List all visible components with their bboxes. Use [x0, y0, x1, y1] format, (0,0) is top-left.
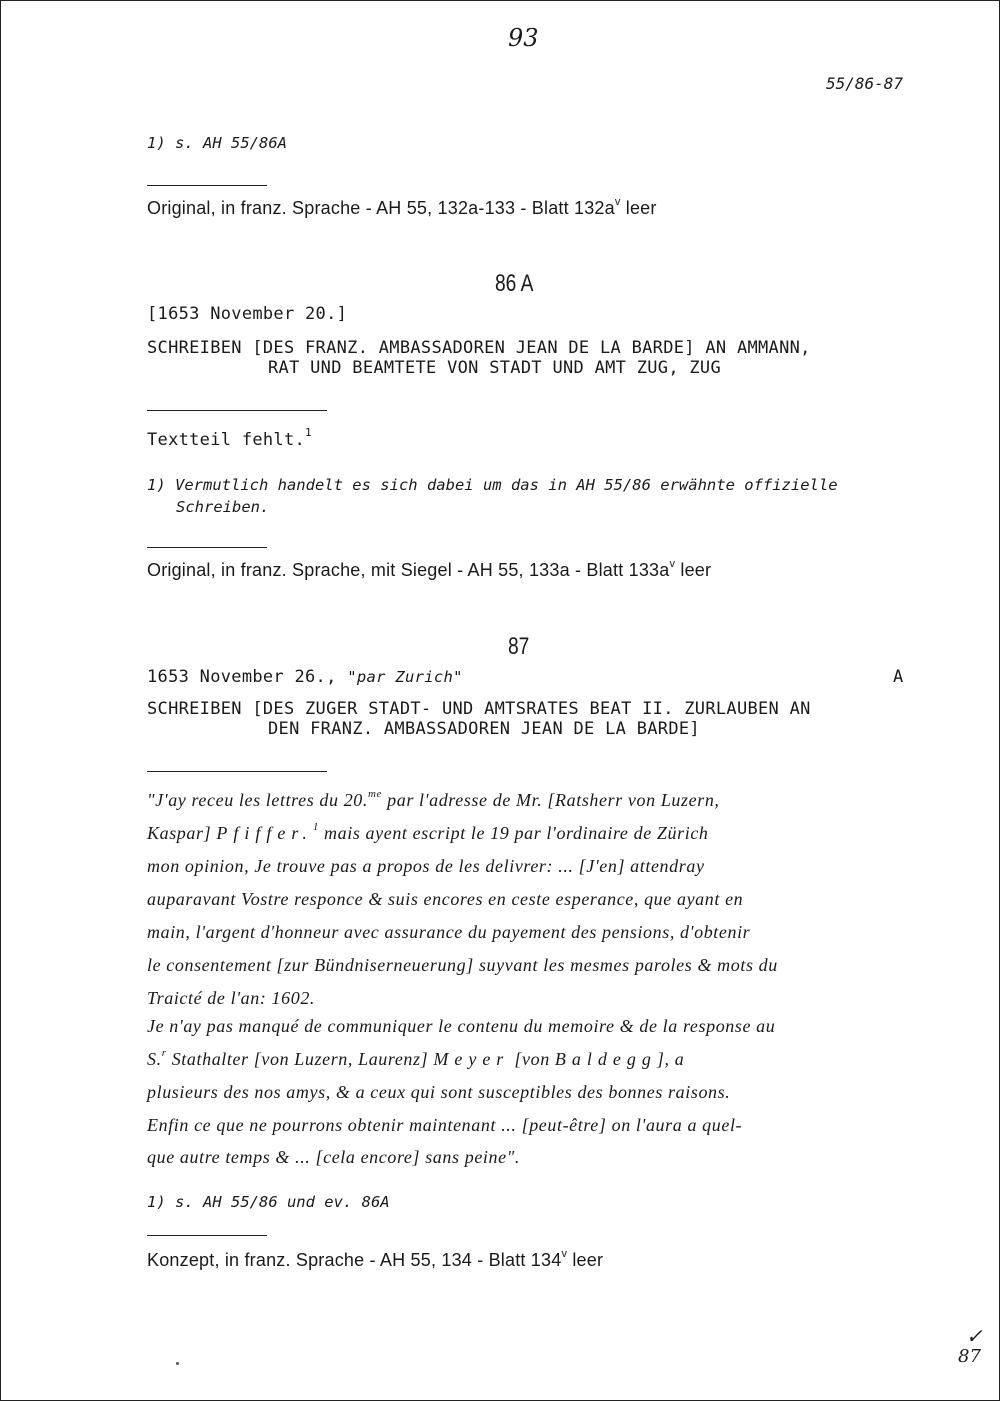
document-date-87: 1653 November 26., "par Zurich" — [147, 667, 463, 687]
document-title-86a-line1: SCHREIBEN [DES FRANZ. AMBASSADOREN JEAN DE LA BARDE] AN AMMANN, — [147, 338, 811, 358]
separator-rule — [147, 547, 267, 548]
document-number-87: 87 — [508, 633, 530, 660]
quote-line: que autre temps & ... [cela encore] sans peine". — [147, 1147, 520, 1167]
handwritten-bottom-number: 87 — [958, 1346, 981, 1367]
document-title-87-line1: SCHREIBEN [DES ZUGER STADT- UND AMTSRATES BEAT II. ZURLAUBEN AN — [147, 699, 811, 719]
footnote-87: 1) s. AH 55/86 und ev. 86A — [147, 1193, 390, 1211]
source-line-previous: Original, in franz. Sprache - AH 55, 132a-133 - Blatt $132a^v$ leer — [147, 196, 657, 218]
quote-line: S.$^r$ Stathalter [von Luzern, Laurenz] Meyer [von Baldegg], a — [147, 1047, 685, 1069]
handwritten-check-mark: ✓ — [966, 1324, 983, 1348]
quote-line: Enfin ce que ne pourrons obtenir maintenant ... [peut-être] on l'aura a quel- — [147, 1115, 743, 1135]
quote-line: plusieurs des nos amys, & a ceux qui sont susceptibles des bonnes raisons. — [147, 1082, 731, 1102]
quote-line: main, l'argent d'honneur avec assurance du payement des pensions, d'obtenir — [147, 922, 751, 942]
document-title-87-line2: DEN FRANZ. AMBASSADOREN JEAN DE LA BARDE] — [268, 719, 700, 739]
footnote-86a-line2: Schreiben. — [176, 498, 270, 516]
quote-line: "J'ay receu les lettres du 20.$^{me}$ par l'adresse de Mr. [Ratsherr von Luzern, — [147, 788, 720, 810]
separator-rule — [147, 185, 267, 186]
scan-dot — [176, 1362, 179, 1365]
quote-line: mon opinion, Je trouve pas a propos de les delivrer: ... [J'en] attendray — [147, 856, 705, 876]
handwritten-page-number: 93 — [508, 24, 539, 52]
quote-line: le consentement [zur Bündniserneuerung] suyvant les mesmes paroles & mots du — [147, 955, 778, 975]
separator-rule — [147, 410, 327, 411]
document-place-87: "par Zurich" — [347, 668, 463, 686]
quote-line: auparavant Vostre responce & suis encores en ceste esperance, que ayant en — [147, 889, 744, 909]
separator-rule — [147, 771, 327, 772]
source-line-86a: Original, in franz. Sprache, mit Siegel - AH 55, 133a - Blatt $133a^v$ leer — [147, 558, 712, 580]
footnote-previous: 1) s. AH 55/86A — [147, 134, 287, 152]
footnote-86a-line1: 1) Vermutlich handelt es sich dabei um das in AH 55/86 erwähnte offizielle — [147, 476, 838, 494]
page-reference: 55/86-87 — [826, 74, 904, 93]
quote-line: Je n'ay pas manqué de communiquer le contenu du memoire & de la response au — [147, 1016, 776, 1036]
document-number-86a: 86 A — [495, 270, 534, 297]
separator-rule — [147, 1235, 267, 1236]
source-line-87: Konzept, in franz. Sprache - AH 55, 134 - Blatt 134$^v$ leer — [147, 1248, 604, 1270]
document-body-86a: Textteil fehlt.$^1$ — [147, 426, 312, 450]
document-title-86a-line2: RAT UND BEAMTETE VON STADT UND AMT ZUG, ZUG — [268, 358, 721, 378]
quote-line: Kaspar] Pfiffer.$^1$ mais ayent escript le 19 par l'ordinaire de Zürich — [147, 821, 709, 843]
document-date-86a: [1653 November 20.] — [147, 304, 348, 324]
document-marker-87: A — [893, 667, 904, 687]
quote-line: Traicté de l'an: 1602. — [147, 988, 316, 1008]
